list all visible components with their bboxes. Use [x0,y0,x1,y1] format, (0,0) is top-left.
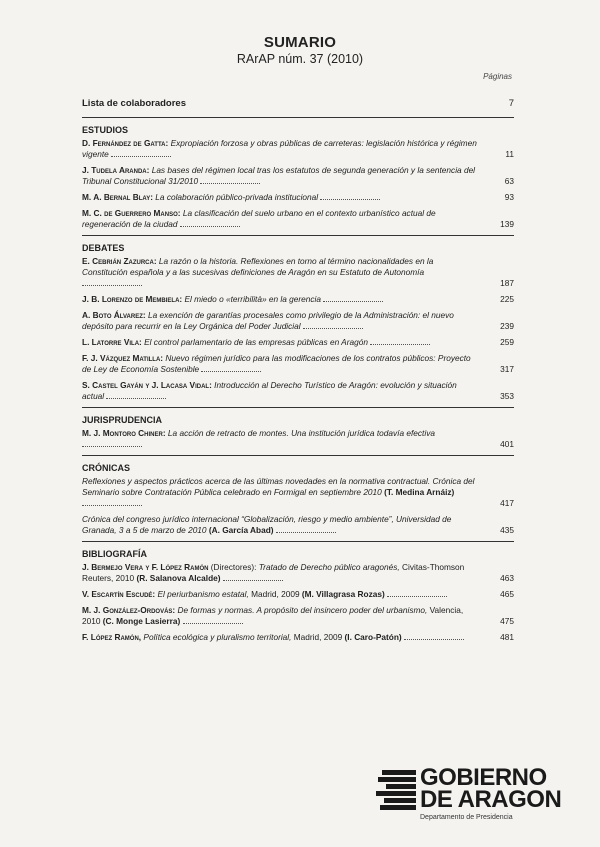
entry-title: Introducción al Derecho Turístico de Aragón: evolución y situación actual [82,380,457,401]
entry-title: Crónica del congreso jurídico internacional “Globalización, riesgo y medio ambiente”, Universidad de Granada, 3 a 5 de marzo de 2010 [82,514,452,535]
entry-author: V. Escartín Escudé: [82,589,156,599]
section-heading: JURISPRUDENCIA [82,415,163,425]
entry-title: La clasificación del suelo urbano en el contexto urbanístico actual de regeneración de la ciudad [82,208,436,229]
logo-line-1: GOBIERNO [420,764,547,791]
entry-title: El periurbanismo estatal, [157,589,249,599]
entry-author: S. Castel Gayán y J. Lacasa Vidal: [82,380,212,390]
logo-department: Departamento de Presidencia [420,814,513,821]
leader-dots [323,294,383,302]
toc-entry[interactable] [82,208,514,230]
entry-author: J. Bermejo Vera y F. López Ramón [82,562,209,572]
entry-author: F. J. Vázquez Matilla: [82,353,164,363]
entry-reviewer: (M. Villagrasa Rozas) [301,589,385,599]
leader-dots [370,337,430,345]
section-rule [82,117,514,118]
toc-entry[interactable] [82,589,514,600]
leader-dots [82,498,142,506]
toc-entry[interactable] [82,428,514,450]
leader-dots [111,149,171,157]
section-heading: DEBATES [82,243,125,253]
page-number: 225 [500,294,514,304]
leader-dots [276,525,336,533]
entry-title: Las bases del régimen local tras los estatutos de segunda generación y la sentencia del Tribunal Constitucional 31/2010 [82,165,476,186]
contributors-label: Lista de colaboradores [82,98,187,109]
table-of-contents [82,84,514,648]
toc-entry[interactable] [82,380,514,402]
page-number: 463 [500,573,514,583]
leader-dots [82,439,142,447]
toc-entry[interactable] [82,476,514,509]
entry-author: A. Boto Álvarez: [82,310,146,320]
page-number: 401 [500,439,514,449]
page-number: 239 [500,321,514,331]
toc-entry[interactable] [82,353,514,375]
entry-author: M. C. de Guerrero Manso: [82,208,181,218]
entry-title: La colaboración público-privada institucional [155,192,319,202]
contributors-list-entry[interactable] [82,98,514,109]
section-heading: BIBLIOGRAFÍA [82,549,147,559]
page-number: 475 [500,616,514,626]
section-rule [82,455,514,456]
toc-entry[interactable] [82,165,514,187]
entry-reviewer: (R. Salanova Alcalde) [136,573,221,583]
page-number: 481 [500,632,514,642]
entry-title: La acción de retracto de montes. Una institución jurídica todavía efectiva [167,428,435,438]
entry-title: Nuevo régimen jurídico para las modificaciones de los contratos públicos: Proyecto de Ley de Economía Sostenible [82,353,471,374]
entry-title: Política ecológica y pluralismo territorial, [143,632,292,642]
leader-dots [387,589,447,597]
entry-reviewer: (T. Medina Arnáiz) [384,487,455,497]
toc-entry[interactable] [82,192,514,203]
toc-entry[interactable] [82,562,514,584]
page-number: 417 [500,498,514,508]
page-number: 63 [504,176,514,186]
entry-publication: Valencia, 2010 [82,605,464,626]
gobierno-aragon-logo [376,764,576,834]
page-number: 11 [505,149,514,159]
entry-title: Expropiación forzosa y obras públicas de carreteras: legislación histórica y régimen vigente [82,138,477,159]
toc-entry[interactable] [82,514,514,536]
page-title: SUMARIO [263,34,337,51]
entry-text: (Directores): [210,562,257,572]
entry-reviewer: (C. Monge Lasierra) [102,616,181,626]
leader-dots [404,632,464,640]
leader-dots [223,573,283,581]
journal-issue: RArAP núm. 37 (2010) [236,52,364,66]
entry-title: Reflexiones y aspectos prácticos acerca de las últimas novedades en la normativa contractual. Crónica del Seminario sobre Contratación Pública celebrado en Formigal en septiembre 2010 [82,476,475,497]
leader-dots [320,192,380,200]
section-rule [82,541,514,542]
leader-dots [201,364,261,372]
page-number: 353 [500,391,514,401]
entry-publication: Madrid, 2009 [293,632,343,642]
page-number: 317 [500,364,514,374]
page-number: 259 [500,337,514,347]
pages-column-label: Páginas [483,72,512,81]
page-number: 465 [500,589,514,599]
leader-dots [106,391,166,399]
page-number: 93 [504,192,514,202]
toc-entry[interactable] [82,337,514,348]
toc-entry[interactable] [82,294,514,305]
section-heading: ESTUDIOS [82,125,129,135]
toc-entry[interactable] [82,256,514,289]
entry-title: El control parlamentario de las empresas públicas en Aragón [144,337,368,347]
entry-reviewer: (A. García Abad) [208,525,274,535]
entry-publication: Civitas-Thomson Reuters, 2010 [82,562,465,583]
entry-author: M. A. Bernal Blay: [82,192,153,202]
leader-dots [82,278,142,286]
entry-author: J. Tudela Aranda: [82,165,150,175]
entry-author: F. López Ramón, [82,632,142,642]
entry-author: L. Latorre Vila: [82,337,142,347]
leader-dots [303,321,363,329]
toc-entry[interactable] [82,138,514,160]
entry-author: D. Fernández de Gatta: [82,138,169,148]
entry-title: El miedo o «terribilità» en la gerencia [184,294,322,304]
page-number: 139 [500,219,514,229]
aragon-emblem-icon [376,768,418,814]
leader-dots [180,219,240,227]
section-rule [82,235,514,236]
entry-publication: Madrid, 2009 [251,589,300,599]
entry-title: La exención de garantías procesales como privilegio de la Administración: el nuevo depósito para recurrir en la Ley Orgánica del Poder Judicial [82,310,454,331]
page-number: 435 [500,525,514,535]
leader-dots [183,616,243,624]
entry-author: E. Cebrián Zazurca: [82,256,157,266]
entry-reviewer: (I. Caro-Patón) [344,632,402,642]
leader-dots [200,176,260,184]
section-rule [82,407,514,408]
entry-title: De formas y normas. A propósito del insincero poder del urbanismo, [177,605,428,615]
entry-author: J. B. Lorenzo de Membiela: [82,294,183,304]
section-heading: CRÓNICAS [82,463,131,473]
page-number: 187 [500,278,514,288]
toc-entry[interactable] [82,632,514,643]
logo-line-2: DE ARAGON [420,786,562,813]
sections-container [82,117,514,643]
entry-title: La razón o la historia. Reflexiones en torno al término nacionalidades en la Constitución española y a las sucesivas definiciones de Aragón en su Estatuto de Autonomía [82,256,434,277]
entry-author: M. J. Montoro Chiner: [82,428,166,438]
toc-entry[interactable] [82,310,514,332]
toc-entry[interactable] [82,605,514,627]
entry-author: M. J. González-Ordovás: [82,605,176,615]
entry-title: Tratado de Derecho público aragonés, [258,562,400,572]
page-number: 7 [508,98,514,109]
